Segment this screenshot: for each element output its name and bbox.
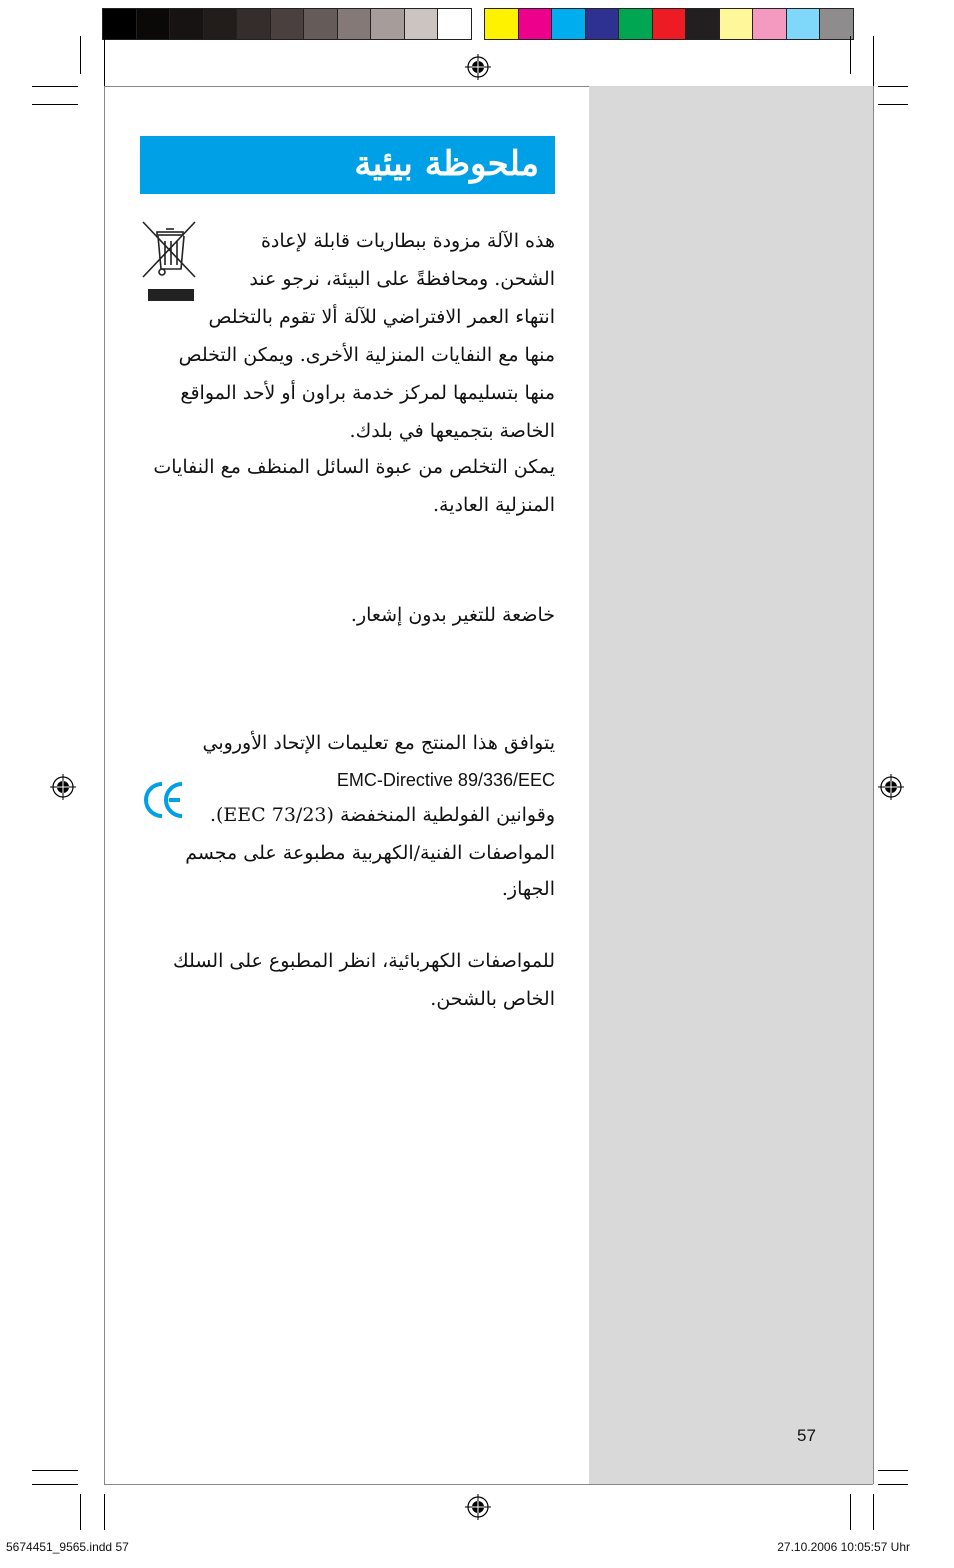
file-slug: 5674451_9565.indd 57: [6, 1540, 129, 1554]
crop-mark: [80, 36, 81, 74]
color-swatch: [551, 8, 586, 40]
env-line: انتهاء العمر الافتراضي للآلة ألا تقوم بالتخلص: [208, 306, 555, 328]
crop-mark: [32, 86, 78, 87]
env-line: منها بتسليمها لمركز خدمة براون أو لأحد المواقع: [180, 382, 555, 404]
env-line: الشحن. ومحافظةً على البيئة، نرجو عند: [249, 268, 555, 290]
electrical-line: الخاص بالشحن.: [430, 988, 555, 1010]
registration-mark-icon: [465, 54, 491, 80]
color-swatch: [786, 8, 821, 40]
timestamp-slug: 27.10.2006 10:05:57 Uhr: [777, 1540, 910, 1554]
emc-directive: EMC-Directive 89/336/EEC: [336, 770, 555, 790]
crop-mark: [873, 36, 874, 86]
trim-line: [104, 86, 105, 1484]
color-swatch: [236, 8, 271, 40]
color-swatch: [652, 8, 687, 40]
low-voltage-line: وقوانين الفولطية المنخفضة (73/23 EEC).: [209, 804, 555, 826]
color-swatch: [437, 8, 472, 40]
crop-mark: [104, 1494, 105, 1530]
crop-mark: [32, 104, 78, 105]
crop-mark: [878, 1470, 908, 1471]
color-swatch: [618, 8, 653, 40]
registration-mark-icon: [878, 774, 904, 800]
electrical-line: للمواصفات الكهربائية، انظر المطبوع على السلك: [173, 950, 555, 972]
side-panel: [589, 86, 873, 1484]
color-swatch: [404, 8, 439, 40]
page-number: 57: [797, 1426, 816, 1445]
color-swatch: [303, 8, 338, 40]
color-swatch: [136, 8, 171, 40]
page-title: ملحوظة بيئية: [354, 144, 539, 184]
color-swatch: [102, 8, 137, 40]
color-swatch: [819, 8, 854, 40]
color-swatch: [203, 8, 238, 40]
crop-mark: [878, 104, 908, 105]
crop-mark: [32, 1484, 78, 1485]
color-swatch: [337, 8, 372, 40]
trim-line: [873, 86, 874, 1484]
liquid-line: المنزلية العادية.: [432, 494, 555, 516]
env-line: الخاصة بتجميعها في بلدك.: [349, 420, 555, 442]
color-swatch: [270, 8, 305, 40]
crop-mark: [878, 86, 908, 87]
specs-line: المواصفات الفنية/الكهربية مطبوعة على مجسم: [185, 842, 555, 864]
specs-line: الجهاز.: [501, 878, 555, 900]
env-line: هذه الآلة مزودة ببطاريات قابلة لإعادة: [260, 230, 555, 252]
crop-mark: [873, 1494, 874, 1530]
color-swatch: [585, 8, 620, 40]
crossed-out-wheelie-bin-icon: [140, 219, 198, 303]
liquid-line: يمكن التخلص من عبوة السائل المنظف مع النفايات: [153, 456, 555, 478]
color-swatch: [518, 8, 553, 40]
color-swatch: [484, 8, 519, 40]
crop-mark: [80, 1494, 81, 1530]
color-swatch: [719, 8, 754, 40]
registration-mark-icon: [465, 1494, 491, 1520]
crop-mark: [32, 1470, 78, 1471]
section-header: [140, 136, 555, 194]
color-swatch: [752, 8, 787, 40]
crop-mark: [850, 1494, 851, 1530]
subject-to-change-note: خاضعة للتغير بدون إشعار.: [350, 604, 555, 626]
registration-mark-icon: [50, 774, 76, 800]
color-swatch: [685, 8, 720, 40]
env-line: منها مع النفايات المنزلية الأخرى. ويمكن التخلص: [178, 344, 555, 366]
trim-line: [104, 1484, 873, 1485]
ce-mark-icon: [142, 778, 186, 822]
crop-mark: [878, 1484, 908, 1485]
eu-compliance-line: يتوافق هذا المنتج مع تعليمات الإتحاد الأوروبي: [202, 732, 555, 754]
crop-mark: [104, 36, 105, 86]
crop-mark: [850, 36, 851, 74]
color-swatch: [370, 8, 405, 40]
color-swatch: [169, 8, 204, 40]
